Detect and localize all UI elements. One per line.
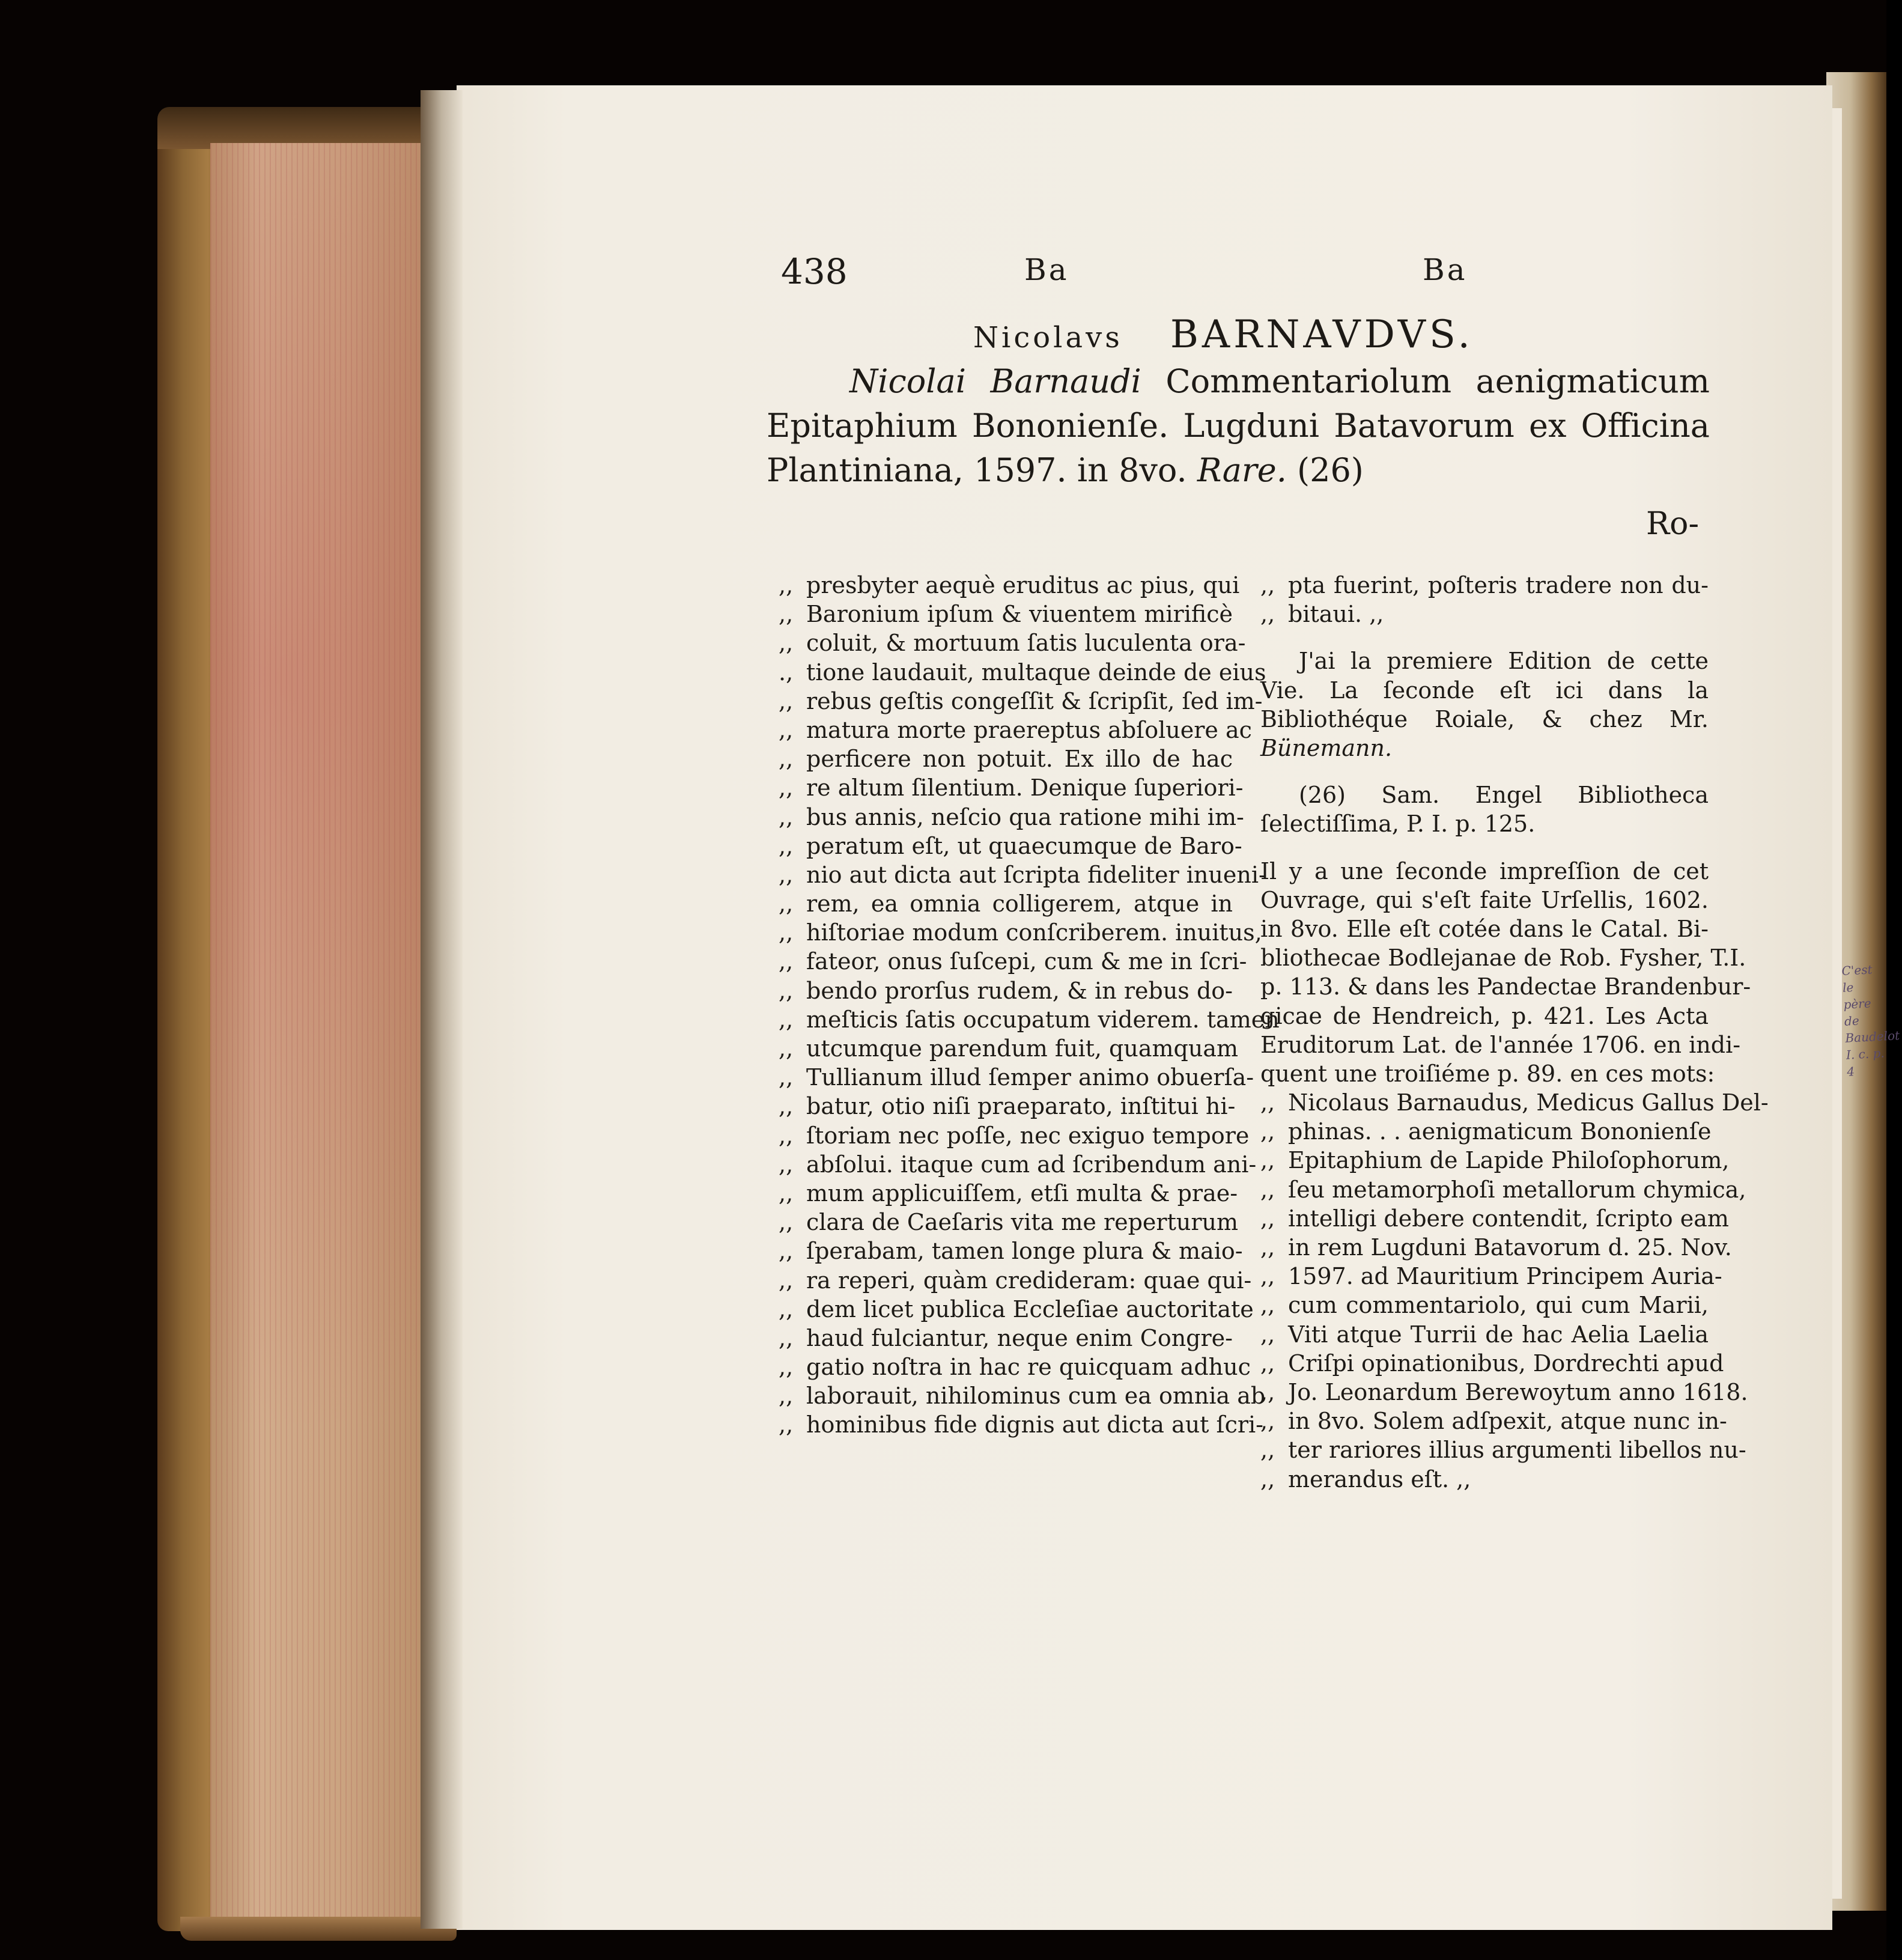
quote-mark: ,, xyxy=(779,1295,794,1322)
line-text: abſolui. itaque cum ad ſcribendum ani- xyxy=(806,1151,1257,1178)
text-line xyxy=(1260,1059,1715,1088)
text-line xyxy=(779,1381,1266,1410)
line-text: batur, otio niſi praeparato, inſtitui hi- xyxy=(806,1093,1236,1120)
line-text: peratum eſt, ut quaecumque de Baro- xyxy=(806,832,1242,859)
quote-mark: ,, xyxy=(1260,1147,1275,1174)
quote-mark: ,, xyxy=(779,1411,794,1438)
line-text: p. 113. & dans les Pandectae Brandenbur- xyxy=(1260,973,1751,1000)
text-line xyxy=(779,600,1233,628)
quote-mark: ,, xyxy=(779,687,794,714)
text-line xyxy=(779,1353,1251,1381)
quote-mark: ,, xyxy=(779,919,794,946)
text-line xyxy=(779,571,1240,600)
quote-mark: ,, xyxy=(1260,601,1275,628)
left-column xyxy=(779,571,1280,1440)
text-line xyxy=(1260,1465,1709,1494)
line-text: Tullianum illud ſemper animo obuerſa- xyxy=(806,1064,1254,1091)
quote-mark: ,, xyxy=(779,977,794,1004)
title-forename: Nicolavs xyxy=(973,321,1123,355)
line-text: quent une troiſiéme p. 89. en ces mots: xyxy=(1260,1060,1715,1087)
quote-mark: ,, xyxy=(779,1006,794,1033)
quote-mark: ,, xyxy=(779,775,794,802)
quote-mark: ,, xyxy=(779,1324,794,1351)
line-text: Viti atque Turrii de hac Aelia Laelia xyxy=(1288,1321,1709,1348)
text-line xyxy=(1260,600,1709,628)
text-line xyxy=(1260,915,1709,943)
text-line xyxy=(1260,571,1709,600)
quote-mark: ,, xyxy=(1260,1321,1275,1348)
quote-mark: ,, xyxy=(779,890,794,918)
page-gutter xyxy=(421,90,463,1929)
line-text: meſticis ſatis occupatum viderem. tamen xyxy=(806,1006,1280,1033)
text-line xyxy=(1260,1002,1709,1030)
text-line xyxy=(779,1005,1280,1034)
quote-mark: ,, xyxy=(1260,1350,1275,1377)
entry-title xyxy=(973,312,1474,357)
line-text: mum applicuiſſem, etſi multa & prae- xyxy=(806,1179,1238,1207)
text-line xyxy=(779,658,1266,687)
text-line xyxy=(779,1121,1250,1150)
text-line xyxy=(779,1324,1233,1353)
line-text: presbyter aequè eruditus ac pius, qui xyxy=(806,572,1240,598)
text-line xyxy=(779,860,1266,889)
line-text: bliothecae Bodlejanae de Rob. Fysher, T.I. xyxy=(1260,945,1746,972)
text-line xyxy=(779,889,1233,918)
quote-mark: ,, xyxy=(779,630,794,657)
text-line xyxy=(1260,972,1751,1001)
line-text: dem licet publica Eccleſiae auctoritate xyxy=(806,1295,1254,1322)
line-text: in 8vo. Solem adſpexit, atque nunc in- xyxy=(1288,1408,1727,1435)
text-line xyxy=(1260,1233,1732,1262)
quote-mark: ,, xyxy=(1260,1465,1275,1493)
line-text: haud fulciantur, neque enim Congre- xyxy=(806,1324,1233,1351)
line-text: clara de Caeſaris vita me reperturum xyxy=(806,1209,1238,1236)
quote-mark: ,, xyxy=(779,803,794,830)
quote-mark: ,, xyxy=(779,572,794,598)
text-line xyxy=(779,803,1244,832)
text-line xyxy=(1260,1204,1729,1233)
quote-mark: ,, xyxy=(779,716,794,743)
handwritten-margin-note: C'est le père de Baudelot I. c. p. 4 xyxy=(1841,962,1900,1079)
quote-continuation xyxy=(1260,571,1709,628)
entry-note-ref: (26) xyxy=(1286,451,1364,489)
text-line xyxy=(1260,1407,1727,1435)
text-line xyxy=(1260,1030,1741,1059)
line-text: ſperabam, tamen longe plura & maio- xyxy=(806,1238,1243,1265)
text-line xyxy=(779,1179,1238,1208)
text-line xyxy=(779,1295,1254,1324)
text-line xyxy=(779,716,1252,744)
quote-mark: ,, xyxy=(1260,1118,1275,1145)
line-text: bendo prorſus rudem, & in rebus do- xyxy=(806,977,1233,1004)
line-text: Baronium ipſum & viuentem mirificè xyxy=(806,601,1233,628)
text-line xyxy=(1260,1320,1709,1349)
running-head-right: Ba xyxy=(1423,252,1468,287)
paragraph-second-edition xyxy=(1260,857,1769,1494)
entry-rare: Rare. xyxy=(1197,451,1287,489)
line-text: cum commentariolo, qui cum Marii, xyxy=(1288,1292,1709,1319)
text-line xyxy=(779,1237,1243,1265)
quote-mark: ,, xyxy=(779,1093,794,1120)
line-text: nio aut dicta aut ſcripta fideliter inueni- xyxy=(806,861,1266,888)
quote-mark: ,, xyxy=(1260,1437,1275,1464)
quote-mark: ,, xyxy=(779,746,794,773)
quote-mark: ,, xyxy=(779,1064,794,1091)
quote-mark: ,, xyxy=(779,1238,794,1265)
quote-mark: ,, xyxy=(1260,1089,1275,1116)
quote-mark: ,, xyxy=(1260,1205,1275,1232)
right-column xyxy=(1260,571,1769,1494)
line-text: gatio noſtra in hac re quicquam adhuc xyxy=(806,1354,1251,1381)
quote-mark: ,, xyxy=(1260,1234,1275,1261)
line-text: gicae de Hendreich, p. 421. Les Acta xyxy=(1260,1002,1709,1029)
entry-author: Nicolai Barnaudi xyxy=(849,362,1141,400)
line-text: intelligi debere contendit, ſcripto eam xyxy=(1288,1205,1729,1232)
line-text: rem, ea omnia colligerem, atque in xyxy=(806,890,1233,918)
line-text: coluit, & mortuum ſatis luculenta ora- xyxy=(806,630,1246,657)
line-text: ſtoriam nec poſſe, nec exiguo tempore xyxy=(806,1122,1250,1149)
line-text: ſeu metamorphoſi metallorum chymica, xyxy=(1288,1176,1746,1203)
quote-mark: ,, xyxy=(779,1209,794,1236)
text-line xyxy=(1260,1088,1769,1117)
line-text: Epitaphium de Lapide Philoſophorum, xyxy=(1288,1147,1730,1174)
line-text: utcumque parendum fuit, quamquam xyxy=(806,1035,1239,1062)
line-text: ra reperi, quàm credideram: quae qui- xyxy=(806,1267,1252,1294)
line-text: merandus eſt. ,, xyxy=(1288,1465,1471,1493)
line-text: rebus geſtis congeſſit & ſcripſit, ſed im- xyxy=(806,687,1263,714)
text-line xyxy=(1260,1291,1709,1319)
line-text: fateor, onus ſuſcepi, cum & me in ſcri- xyxy=(806,948,1247,975)
line-text: matura morte praereptus abſoluere ac xyxy=(806,716,1252,743)
page-number: 438 xyxy=(781,251,848,292)
quote-mark: ,, xyxy=(1260,1292,1275,1319)
text-line xyxy=(1260,1175,1746,1204)
entry-text: Commentariolum aenigmaticum Epitaphium Bononienſe. Lugduni Batavorum ex Officina Plantiniana, 1597. in 8vo. xyxy=(767,362,1710,489)
quote-mark: ., xyxy=(779,659,794,686)
title-surname: BARNAVDVS. xyxy=(1170,312,1474,357)
quote-mark: ,, xyxy=(1260,1378,1275,1405)
quote-mark: ,, xyxy=(779,601,794,628)
line-text: Ouvrage, qui s'eſt faite Urſellis, 1602. xyxy=(1260,886,1709,913)
text-line xyxy=(779,947,1247,976)
text-line xyxy=(779,628,1246,657)
quote-mark: ,, xyxy=(779,948,794,975)
text-line xyxy=(779,1063,1254,1092)
line-text: in 8vo. Elle eſt cotée dans le Catal. Bi- xyxy=(1260,915,1709,942)
quote-mark: ,, xyxy=(1260,1263,1275,1290)
line-text: bitaui. ,, xyxy=(1288,601,1384,628)
line-text: pta fuerint, poſteris tradere non du- xyxy=(1288,572,1709,598)
text-line xyxy=(779,1266,1252,1295)
line-text: hominibus fide dignis aut dicta aut ſcri- xyxy=(806,1411,1264,1438)
quote-mark: ,, xyxy=(779,861,794,888)
line-text: bus annis, neſcio qua ratione mihi im- xyxy=(806,803,1244,830)
quote-mark: ,, xyxy=(779,1354,794,1381)
line-text: ter rariores illius argumenti libellos nu- xyxy=(1288,1437,1746,1464)
quote-mark: ,, xyxy=(779,1179,794,1207)
text-line xyxy=(779,1208,1238,1237)
line-text: Il y a une ſeconde impreſſion de cet xyxy=(1260,857,1709,884)
text-line xyxy=(1260,1146,1730,1175)
text-line xyxy=(779,1034,1239,1063)
text-line xyxy=(779,687,1263,716)
text-line xyxy=(1260,886,1709,915)
line-text: Criſpi opinationibus, Dordrechti apud xyxy=(1288,1350,1724,1377)
text-line xyxy=(1260,943,1746,972)
paragraph-first-edition: J'ai la premiere Edition de cette Vie. La ſeconde eſt ici dans la Bibliothéque Roiale, & chez Mr. Bünemann. xyxy=(1260,648,1709,761)
catchword: Ro- xyxy=(1646,506,1700,542)
line-text: perficere non potuit. Ex illo de hac xyxy=(806,746,1233,773)
text-line xyxy=(779,1410,1264,1439)
text-line xyxy=(779,832,1242,860)
quote-mark: ,, xyxy=(779,1122,794,1149)
footnote-26: (26) Sam. Engel Bibliotheca ſelectiſſima, P. I. p. 125. xyxy=(1260,782,1709,838)
book-cover-bottom xyxy=(180,1917,457,1941)
quote-mark: ,, xyxy=(779,1151,794,1178)
text-line xyxy=(779,773,1244,802)
quote-mark: ,, xyxy=(779,1267,794,1294)
text-line xyxy=(1260,1262,1722,1291)
quote-mark: ,, xyxy=(779,1383,794,1410)
line-text: hiſtoriae modum conſcriberem. inuitus, xyxy=(806,919,1262,946)
text-line xyxy=(1260,857,1709,886)
quote-mark: ,, xyxy=(779,832,794,859)
text-line xyxy=(779,918,1262,947)
text-line xyxy=(1260,1117,1712,1146)
line-text: Nicolaus Barnaudus, Medicus Gallus Del- xyxy=(1288,1089,1769,1116)
line-text: phinas. . . aenigmaticum Bononienſe xyxy=(1288,1118,1712,1145)
line-text: in rem Lugduni Batavorum d. 25. Nov. xyxy=(1288,1234,1732,1261)
line-text: Jo. Leonardum Berewoytum anno 1618. xyxy=(1288,1378,1748,1405)
text-line xyxy=(1260,1349,1724,1378)
quote-mark: ,, xyxy=(1260,1176,1275,1203)
quote-mark: ,, xyxy=(1260,1408,1275,1435)
running-head-left: Ba xyxy=(1024,252,1069,287)
text-line xyxy=(1260,1435,1746,1464)
quote-mark: ,, xyxy=(1260,572,1275,598)
text-line xyxy=(779,976,1233,1005)
text-line xyxy=(779,1150,1257,1179)
text-line xyxy=(779,744,1233,773)
line-text: 1597. ad Mauritium Principem Auria- xyxy=(1288,1263,1722,1290)
quote-mark: ,, xyxy=(779,1035,794,1062)
line-text: Eruditorum Lat. de l'année 1706. en indi- xyxy=(1260,1031,1741,1058)
line-text: laborauit, nihilominus cum ea omnia ab xyxy=(806,1383,1266,1410)
text-line xyxy=(1260,1378,1748,1407)
line-text: tione laudauit, multaque deinde de eius xyxy=(806,659,1266,686)
bibliographic-entry xyxy=(767,359,1710,493)
line-text: re altum ſilentium. Denique ſuperiori- xyxy=(806,775,1244,802)
page-edges xyxy=(210,143,445,1922)
text-line xyxy=(779,1092,1236,1121)
